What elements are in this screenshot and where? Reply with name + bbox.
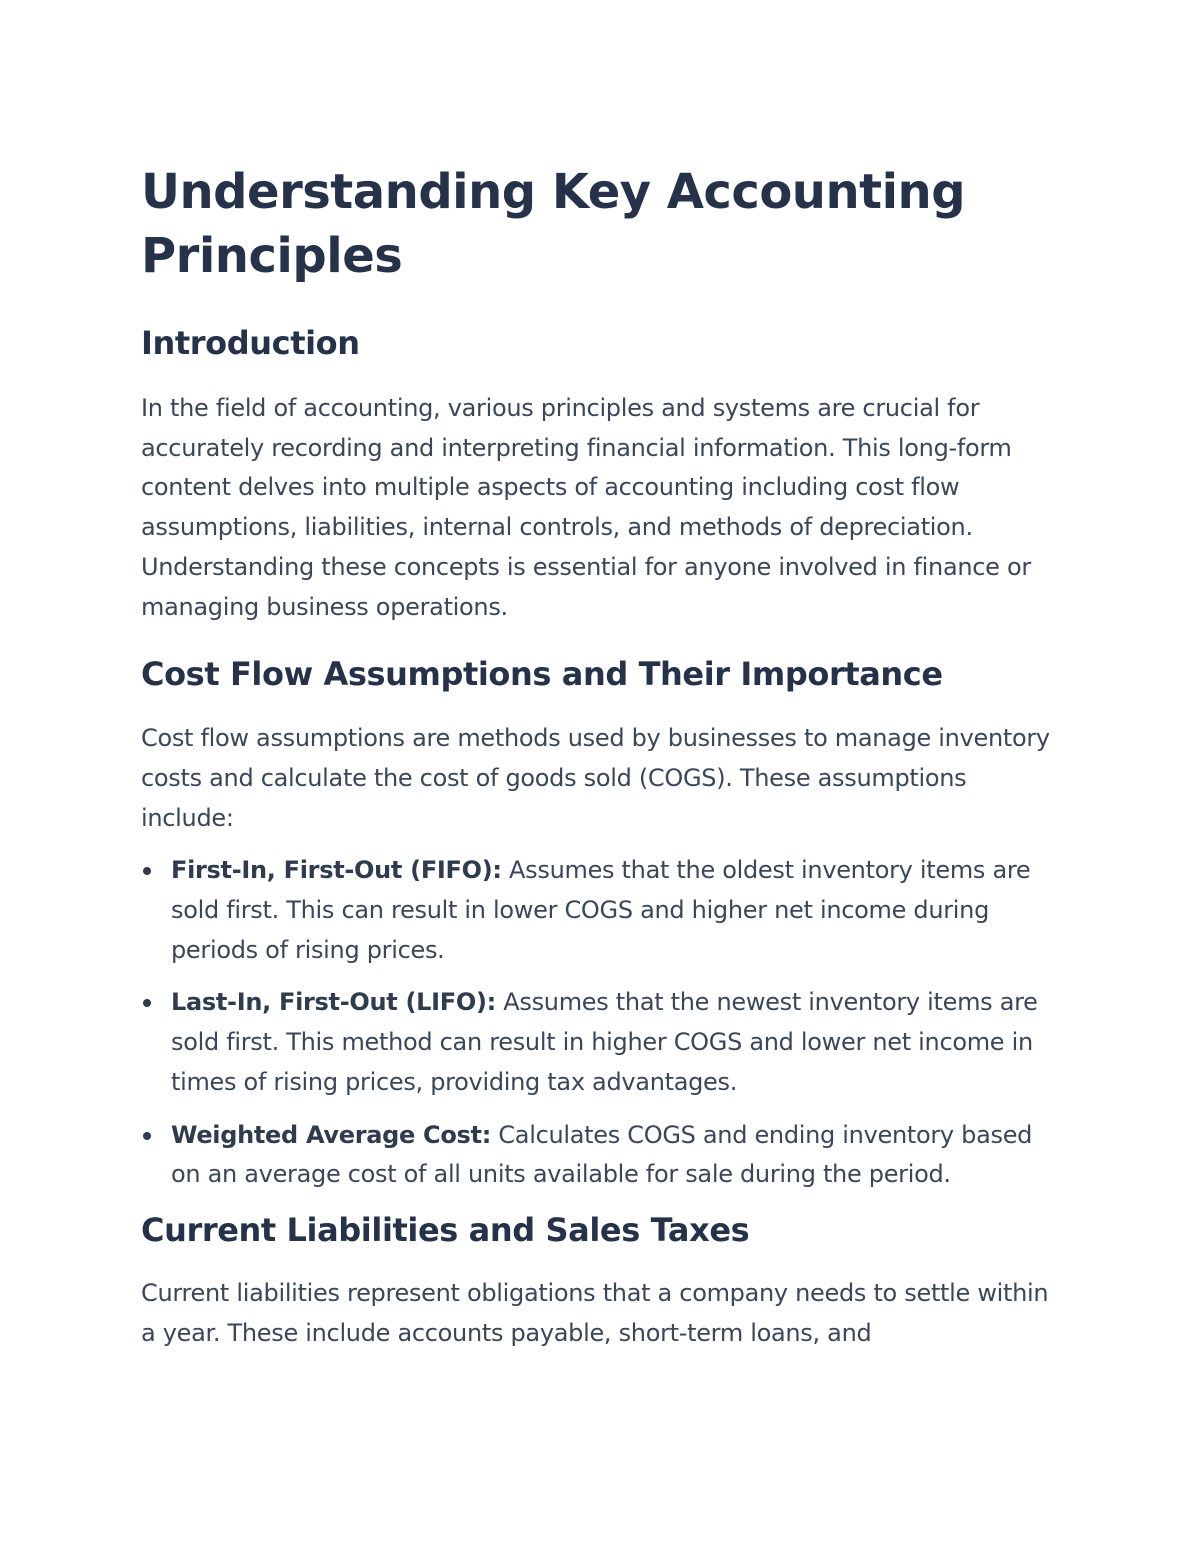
bullet-icon — [143, 867, 151, 875]
section-heading-cost-flow: Cost Flow Assumptions and Their Importance — [141, 655, 943, 694]
current-liabilities-paragraph: Current liabilities represent obligations that a company needs to settle within a year. These include accounts payable, short-term loans, and — [141, 1278, 1049, 1347]
list-item-weighted-average — [141, 1116, 1061, 1195]
list-item-text: Assumes that the newest inventory items are sold first. This method can result in higher COGS and lower net income in times of rising prices, providing tax advantages. — [171, 988, 1038, 1096]
introduction-paragraph: In the field of accounting, various principles and systems are crucial for accurately recording and interpreting financial information. This long-form content delves into multiple aspects of accounting including cost flow assumptions, liabilities, internal controls, and methods of depreciation. Understanding these concepts is essential for anyone involved in finance or managing business operations. — [141, 394, 1031, 621]
bullet-icon — [143, 1132, 151, 1140]
bullet-icon — [143, 999, 151, 1007]
list-item-text: Calculates COGS and ending inventory based on an average cost of all units available for sale during the period. — [171, 1120, 1033, 1189]
list-item-text: Assumes that the oldest inventory items are sold first. This can result in lower COGS and higher net income during periods of rising prices. — [171, 856, 1031, 964]
section-heading-introduction: Introduction — [141, 324, 360, 362]
list-item-term: First-In, First-Out (FIFO): — [171, 856, 502, 885]
section-heading-current-liabilities: Current Liabilities and Sales Taxes — [141, 1210, 750, 1249]
list-item-lifo — [141, 983, 1061, 1102]
cost-flow-list — [141, 851, 1061, 1195]
list-item-term: Weighted Average Cost: — [171, 1120, 492, 1149]
page-title: Understanding Key Accounting Principles — [141, 164, 966, 284]
document-page — [141, 160, 1061, 1353]
list-item-fifo — [141, 851, 1061, 970]
cost-flow-paragraph: Cost flow assumptions are methods used by businesses to manage inventory costs and calculate the cost of goods sold (COGS). These assumptions include: — [141, 724, 1050, 832]
list-item-term: Last-In, First-Out (LIFO): — [171, 988, 496, 1017]
